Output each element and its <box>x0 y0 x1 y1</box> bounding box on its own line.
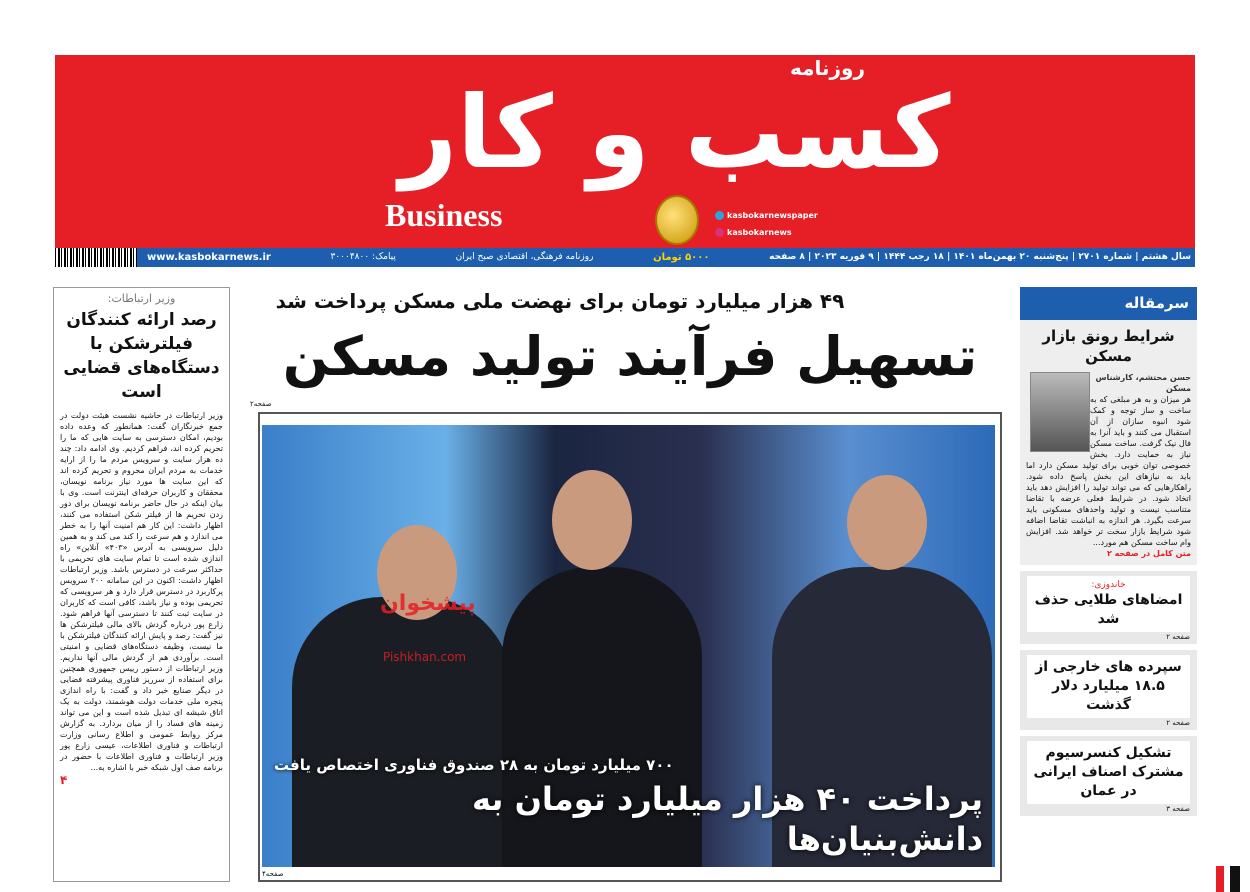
main-photo[interactable] <box>262 425 995 867</box>
left-article-page-num: ۴ <box>60 773 68 787</box>
info-bar <box>55 248 1195 267</box>
side-item-title[interactable]: امضاهای طلایی حذف شد <box>1034 592 1183 627</box>
telegram-icon <box>715 211 724 220</box>
newspaper-logo: کسب و کار <box>399 74 951 191</box>
logo-pretitle: روزنامه <box>790 56 865 80</box>
person-head <box>847 475 927 570</box>
logo-latin: Business <box>385 197 503 233</box>
side-item-page: صفحه ۲ <box>1166 719 1190 727</box>
person-head <box>552 470 632 570</box>
gold-coin-icon <box>655 195 699 245</box>
website-link[interactable]: www.kasbokarnews.ir <box>147 252 271 263</box>
watermark-url: Pishkhan.com <box>383 650 467 664</box>
instagram-icon <box>715 228 724 237</box>
barcode <box>55 248 137 267</box>
left-article-title[interactable]: رصد ارائه کنندگان فیلترشکن با دستگاه‌های قضایی است <box>63 310 220 402</box>
photo-caption[interactable]: پرداخت ۴۰ هزار میلیارد تومان به دانش‌بنیان‌ها <box>472 780 983 858</box>
telegram-text: kasbokarnewspaper <box>727 211 818 220</box>
author-portrait <box>1030 372 1090 452</box>
photo-page-ref: صفحه۴ <box>262 870 284 878</box>
photo-captions <box>274 755 983 859</box>
photo-caption-kicker: ۷۰۰ میلیارد تومان به ۲۸ صندوق فناوری اختصاص یافت <box>274 756 674 774</box>
editorial-box[interactable] <box>1020 320 1197 565</box>
telegram-handle[interactable] <box>715 210 818 221</box>
side-item[interactable] <box>1020 571 1197 644</box>
price: ۵۰۰۰ تومان <box>653 252 710 263</box>
editorial-more-link[interactable]: متن کامل در صفحه ۲ <box>1106 549 1191 558</box>
watermark: پیشخوان <box>380 591 476 616</box>
tagline: روزنامه فرهنگی، اقتصادی صبح ایران <box>455 252 594 262</box>
issue-info: سال هشتم | شماره ۲۷۰۱ | پنج‌شنبه ۲۰ بهمن‌ماه ۱۴۰۱ | ۱۸ رجب ۱۴۴۴ | ۹ فوریه ۲۰۲۳ | ۸ صفحه <box>769 252 1191 262</box>
editorial-author: حسن محتشم، کارشناس مسکن <box>1095 373 1191 393</box>
corner-mark <box>1216 866 1224 892</box>
side-item[interactable] <box>1020 650 1197 730</box>
editorial-body: هر میزان و به هر مبلغی که به ساخت و ساز توجه و کمک شود انبوه سازان از آن استقبال می کنند و باید آنرا به فال نیک گرفت. ساخت مسکن نیاز به حمایت دارد. بخش خصوصی توان خوبی برای تولید مسکن دارد اما باید به نیازهای این بخش پاسخ داده شود. راهکارهایی که می تواند تولید را افزایش دهد باید اتخاذ شود. در شرایط فعلی عرضه با تقاضا متناسب نیست و تولید واحدهای مسکونی باید سرعت بگیرد. هر اندازه به انباشت تقاضا اضافه شود شرایط بازار سخت تر خواهد شد. افزایش وام ساخت مسکن هم مورد... <box>1026 395 1191 547</box>
headline-page-ref: صفحه۲ <box>250 400 272 408</box>
instagram-text: kasbokarnews <box>727 228 792 237</box>
sms-number: پیامک: ۳۰۰۰۴۸۰۰ <box>330 252 396 262</box>
editorial-header: سرمقاله <box>1020 287 1197 320</box>
side-item-title[interactable]: سپرده های خارجی از ۱۸.۵ میلیارد دلار گذشت <box>1035 659 1182 713</box>
side-item-page: صفحه ۲ <box>1166 633 1190 641</box>
left-article-kicker: وزیر ارتباطات: <box>107 292 176 305</box>
main-headline[interactable]: تسهیل فرآیند تولید مسکن <box>282 325 978 388</box>
main-kicker: ۴۹ هزار میلیارد تومان برای نهضت ملی مسکن پرداخت شد <box>275 289 845 313</box>
side-item-kicker: خاندوزی: <box>1091 580 1126 590</box>
right-column <box>1020 287 1197 816</box>
side-item-title[interactable]: تشکیل کنسرسیوم مشترک اصناف ایرانی در عمان <box>1033 745 1184 799</box>
corner-mark <box>1230 866 1240 892</box>
left-article[interactable] <box>53 287 230 882</box>
left-article-body: وزیر ارتباطات در حاشیه نشست هیئت دولت در جمع خبرنگاران گفت: همانطور که وعده داده بودیم، امکان دسترسی به سایت هایی که ما را تحریم کرده اند، فراهم کردیم. وی ادامه داد: چند ده هزار سایت و سرویس مردم ما را از ارایه خدمات به مردم ایران محروم و تحریم کرده اند که این سایت ها مورد نیاز برنامه نویسان، محققان و کاربران حرفه‌ای اینترنت است. وی با بیان اینکه در حال حاضر برنامه نویسان برای دور زدن تحریم ها از فیلتر شکن استفاده می کنند، اظهار داشت: این کار هم امنیت آنها را به خطر می اندازد و هم سرعت را کند می کند و به همین دلیل سرویسی به آدرس «۴۰۳» آنلاین» راه اندازی شده است تا تمام سایت های تحریمی با حداکثر سرعت در دسترس باشد. وزیر ارتباطات اظهار داشت: اکنون در این سامانه ۲۰۰ سرویس پرکاربرد در دسترس قرار دارد و هر سرویسی که تحریمی بوده و نیاز باشد، کافی است که کاربران در سایت ثبت کنند تا دسترسی آنها فراهم شود. زارع پور درباره گردش بالای مالی فیلترشکن ها نیز گفت: رصد و پایش ارائه کنندگان فیلترشکن با ما نیست، وظیفه دستگاه‌های قضایی و امنیتی است. برآوردی هم از گردش مالی آنها نداریم. وزیر ارتباطات از دستور رییس جمهوری همچنین برای استفاده از سرریز فناوری پیشرفته فضایی در دیگر صنایع خبر داد و گفت: با راه اندازی پنجره ملی خدمات دولت هوشمند، دولت به یک اتاق شیشه ای تبدیل شده است و این می تواند زمینه های فساد را از میان بردارد. به گزارش مرکز روابط عمومی و اطلاع رسانی وزارت ارتباطات و فناوری اطلاعات، عیسی زارع پور وزیر ارتباطات و فناوری اطلاعات با حضور در برنامه صف اول شبکه خبر با اشاره به... <box>60 411 223 772</box>
instagram-handle[interactable] <box>715 227 792 238</box>
side-item-page: صفحه ۳ <box>1166 805 1190 813</box>
editorial-title[interactable]: شرایط رونق بازار مسکن <box>1042 327 1175 365</box>
side-item[interactable] <box>1020 736 1197 816</box>
masthead <box>55 55 1195 248</box>
